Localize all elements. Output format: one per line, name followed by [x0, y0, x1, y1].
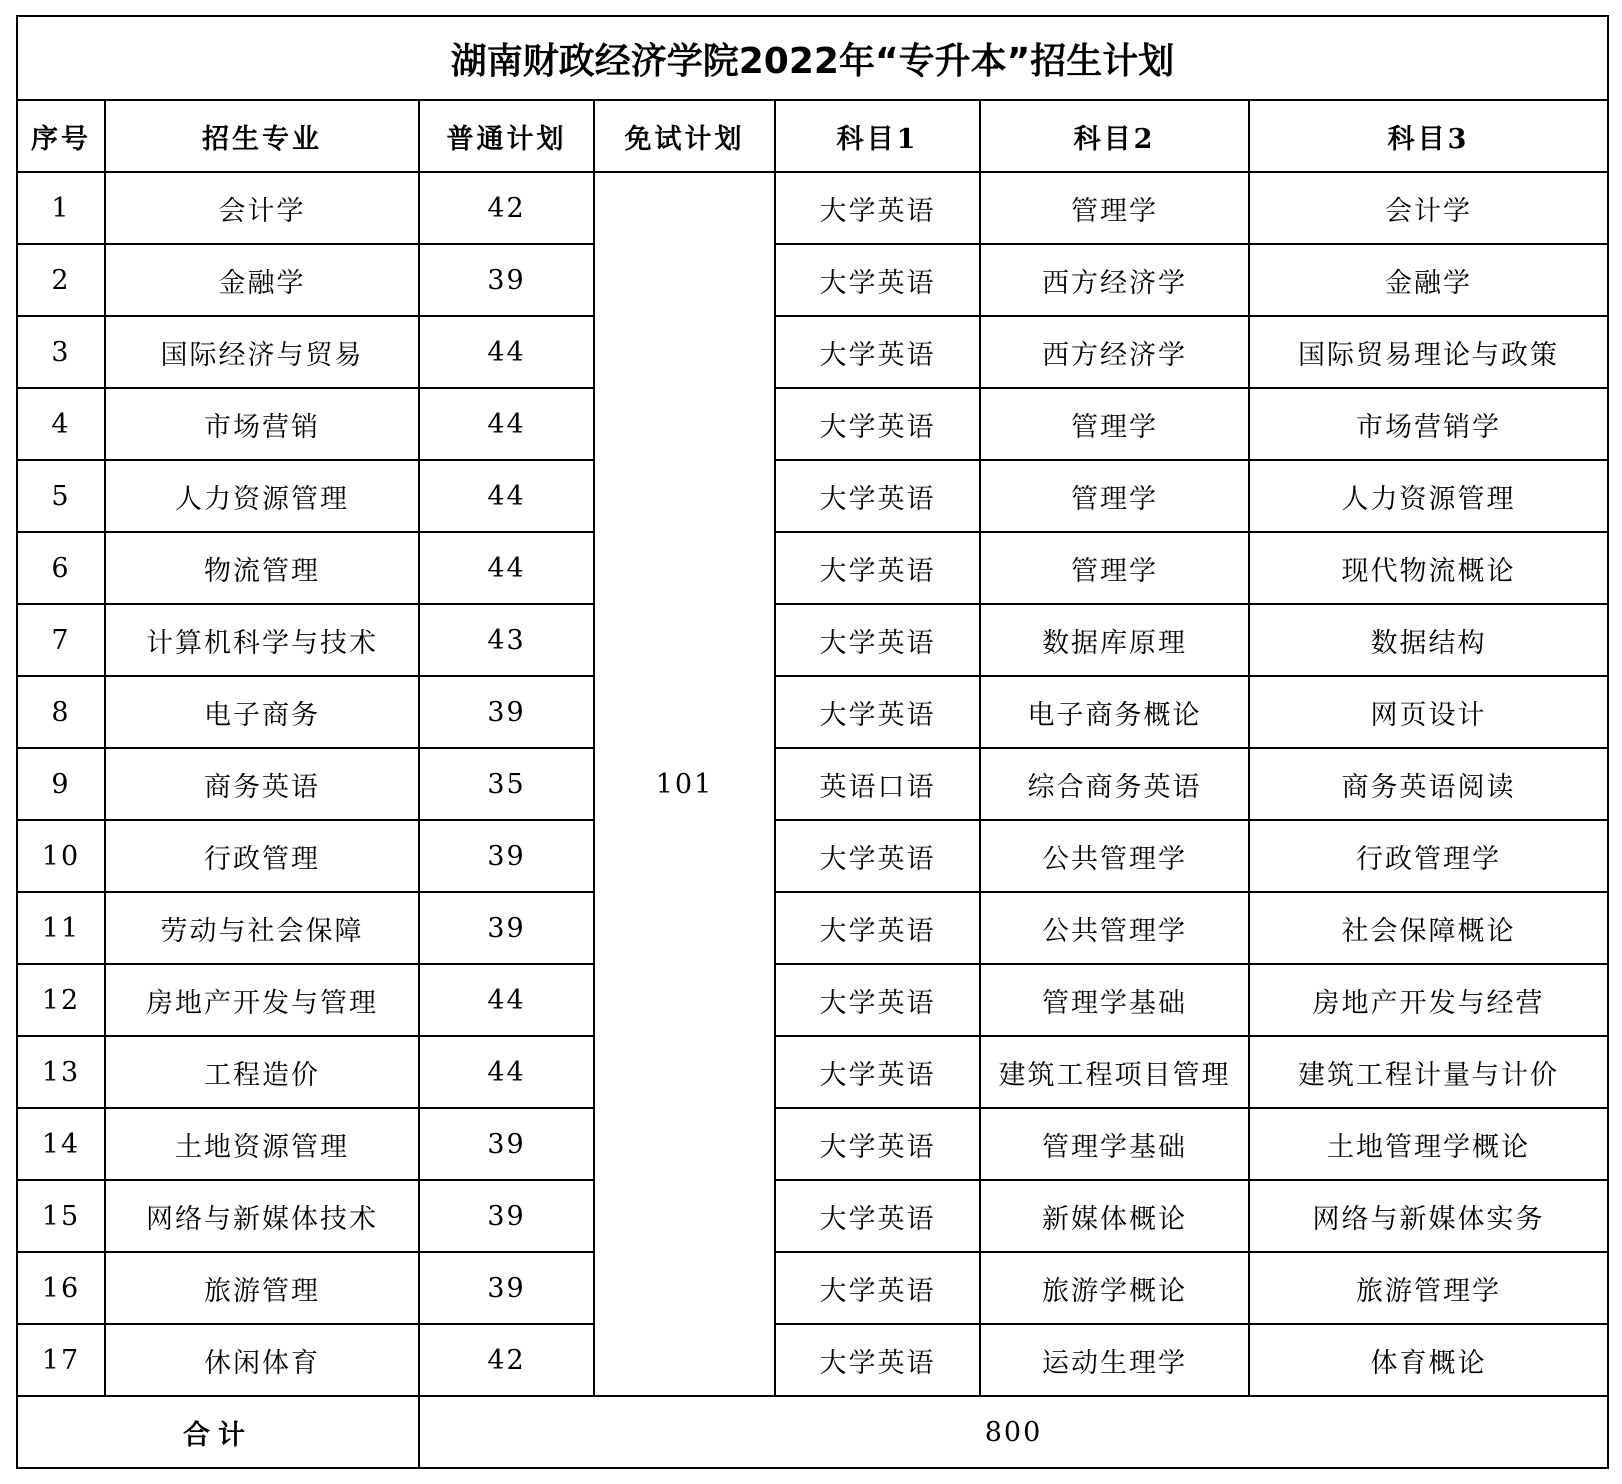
header-row — [17, 100, 1608, 172]
header-exempt-plan: 免试计划 — [594, 100, 775, 172]
cell-subject-3: 行政管理学 — [1249, 820, 1608, 892]
cell-regular-plan: 39 — [419, 892, 594, 964]
cell-major: 市场营销 — [105, 388, 419, 460]
cell-subject-2: 管理学 — [980, 172, 1249, 244]
cell-subject-1: 大学英语 — [775, 820, 980, 892]
header-serial: 序号 — [17, 100, 105, 172]
cell-subject-3: 国际贸易理论与政策 — [1249, 316, 1608, 388]
cell-major: 劳动与社会保障 — [105, 892, 419, 964]
table-row — [17, 964, 1608, 1036]
cell-subject-1: 大学英语 — [775, 1108, 980, 1180]
cell-major: 商务英语 — [105, 748, 419, 820]
cell-subject-2: 西方经济学 — [980, 244, 1249, 316]
cell-major: 物流管理 — [105, 532, 419, 604]
cell-regular-plan: 39 — [419, 820, 594, 892]
cell-subject-2: 运动生理学 — [980, 1324, 1249, 1396]
cell-major: 国际经济与贸易 — [105, 316, 419, 388]
cell-subject-1: 大学英语 — [775, 316, 980, 388]
cell-major: 会计学 — [105, 172, 419, 244]
cell-subject-1: 大学英语 — [775, 892, 980, 964]
table-row — [17, 316, 1608, 388]
cell-major: 行政管理 — [105, 820, 419, 892]
cell-subject-1: 大学英语 — [775, 388, 980, 460]
cell-serial: 5 — [17, 460, 105, 532]
table-row — [17, 1108, 1608, 1180]
cell-subject-3: 数据结构 — [1249, 604, 1608, 676]
cell-regular-plan: 44 — [419, 460, 594, 532]
cell-subject-2: 西方经济学 — [980, 316, 1249, 388]
cell-major: 金融学 — [105, 244, 419, 316]
cell-serial: 9 — [17, 748, 105, 820]
cell-subject-2: 管理学 — [980, 460, 1249, 532]
table-row — [17, 1180, 1608, 1252]
cell-major: 旅游管理 — [105, 1252, 419, 1324]
cell-subject-1: 大学英语 — [775, 532, 980, 604]
cell-regular-plan: 39 — [419, 676, 594, 748]
cell-subject-1: 大学英语 — [775, 1252, 980, 1324]
cell-subject-3: 土地管理学概论 — [1249, 1108, 1608, 1180]
table-row — [17, 676, 1608, 748]
cell-serial: 1 — [17, 172, 105, 244]
enrollment-plan-table — [16, 15, 1609, 1469]
cell-subject-1: 大学英语 — [775, 1036, 980, 1108]
cell-subject-3: 市场营销学 — [1249, 388, 1608, 460]
cell-serial: 15 — [17, 1180, 105, 1252]
table-row — [17, 388, 1608, 460]
cell-serial: 2 — [17, 244, 105, 316]
table-row — [17, 532, 1608, 604]
cell-serial: 6 — [17, 532, 105, 604]
cell-regular-plan: 35 — [419, 748, 594, 820]
cell-subject-3: 金融学 — [1249, 244, 1608, 316]
total-value: 800 — [419, 1396, 1608, 1468]
cell-subject-3: 网页设计 — [1249, 676, 1608, 748]
cell-regular-plan: 43 — [419, 604, 594, 676]
cell-subject-1: 大学英语 — [775, 604, 980, 676]
header-subject-3: 科目3 — [1249, 100, 1608, 172]
cell-subject-1: 英语口语 — [775, 748, 980, 820]
cell-serial: 7 — [17, 604, 105, 676]
cell-major: 人力资源管理 — [105, 460, 419, 532]
total-label: 合计 — [17, 1396, 419, 1468]
cell-subject-2: 新媒体概论 — [980, 1180, 1249, 1252]
cell-subject-2: 数据库原理 — [980, 604, 1249, 676]
cell-subject-3: 现代物流概论 — [1249, 532, 1608, 604]
table-row — [17, 460, 1608, 532]
cell-subject-1: 大学英语 — [775, 1180, 980, 1252]
table-row — [17, 748, 1608, 820]
cell-major: 计算机科学与技术 — [105, 604, 419, 676]
header-subject-1: 科目1 — [775, 100, 980, 172]
cell-regular-plan: 44 — [419, 316, 594, 388]
cell-major: 土地资源管理 — [105, 1108, 419, 1180]
cell-serial: 8 — [17, 676, 105, 748]
cell-subject-3: 建筑工程计量与计价 — [1249, 1036, 1608, 1108]
cell-subject-2: 电子商务概论 — [980, 676, 1249, 748]
cell-subject-2: 旅游学概论 — [980, 1252, 1249, 1324]
cell-subject-2: 建筑工程项目管理 — [980, 1036, 1249, 1108]
cell-regular-plan: 42 — [419, 1324, 594, 1396]
cell-regular-plan: 42 — [419, 172, 594, 244]
cell-regular-plan: 39 — [419, 1108, 594, 1180]
cell-exempt-plan-total: 101 — [594, 172, 775, 1396]
cell-subject-3: 旅游管理学 — [1249, 1252, 1608, 1324]
cell-subject-1: 大学英语 — [775, 1324, 980, 1396]
cell-subject-1: 大学英语 — [775, 460, 980, 532]
cell-subject-3: 商务英语阅读 — [1249, 748, 1608, 820]
cell-subject-3: 社会保障概论 — [1249, 892, 1608, 964]
cell-subject-1: 大学英语 — [775, 172, 980, 244]
header-major: 招生专业 — [105, 100, 419, 172]
cell-regular-plan: 44 — [419, 964, 594, 1036]
cell-serial: 4 — [17, 388, 105, 460]
cell-serial: 12 — [17, 964, 105, 1036]
cell-subject-3: 房地产开发与经营 — [1249, 964, 1608, 1036]
cell-serial: 13 — [17, 1036, 105, 1108]
table-row — [17, 892, 1608, 964]
table-row — [17, 1252, 1608, 1324]
cell-subject-2: 公共管理学 — [980, 892, 1249, 964]
cell-subject-2: 管理学基础 — [980, 964, 1249, 1036]
total-row — [17, 1396, 1608, 1468]
cell-subject-3: 网络与新媒体实务 — [1249, 1180, 1608, 1252]
header-regular-plan: 普通计划 — [419, 100, 594, 172]
cell-subject-3: 会计学 — [1249, 172, 1608, 244]
table-row — [17, 604, 1608, 676]
cell-subject-2: 公共管理学 — [980, 820, 1249, 892]
cell-major: 休闲体育 — [105, 1324, 419, 1396]
cell-serial: 17 — [17, 1324, 105, 1396]
cell-subject-2: 管理学基础 — [980, 1108, 1249, 1180]
cell-regular-plan: 39 — [419, 1180, 594, 1252]
table-body — [17, 172, 1608, 1396]
cell-subject-3: 人力资源管理 — [1249, 460, 1608, 532]
cell-regular-plan: 44 — [419, 532, 594, 604]
table-row — [17, 1324, 1608, 1396]
cell-serial: 3 — [17, 316, 105, 388]
cell-subject-1: 大学英语 — [775, 964, 980, 1036]
cell-major: 工程造价 — [105, 1036, 419, 1108]
cell-subject-2: 管理学 — [980, 388, 1249, 460]
cell-serial: 10 — [17, 820, 105, 892]
cell-serial: 11 — [17, 892, 105, 964]
cell-major: 房地产开发与管理 — [105, 964, 419, 1036]
table-row — [17, 820, 1608, 892]
table-row — [17, 1036, 1608, 1108]
cell-subject-3: 体育概论 — [1249, 1324, 1608, 1396]
cell-regular-plan: 39 — [419, 244, 594, 316]
header-subject-2: 科目2 — [980, 100, 1249, 172]
table-row — [17, 172, 1608, 244]
cell-regular-plan: 39 — [419, 1252, 594, 1324]
cell-serial: 16 — [17, 1252, 105, 1324]
table-row — [17, 244, 1608, 316]
cell-regular-plan: 44 — [419, 1036, 594, 1108]
cell-major: 网络与新媒体技术 — [105, 1180, 419, 1252]
cell-subject-2: 综合商务英语 — [980, 748, 1249, 820]
cell-subject-1: 大学英语 — [775, 244, 980, 316]
cell-subject-1: 大学英语 — [775, 676, 980, 748]
cell-serial: 14 — [17, 1108, 105, 1180]
cell-major: 电子商务 — [105, 676, 419, 748]
table-title: 湖南财政经济学院2022年“专升本”招生计划 — [17, 16, 1608, 100]
cell-subject-2: 管理学 — [980, 532, 1249, 604]
cell-regular-plan: 44 — [419, 388, 594, 460]
